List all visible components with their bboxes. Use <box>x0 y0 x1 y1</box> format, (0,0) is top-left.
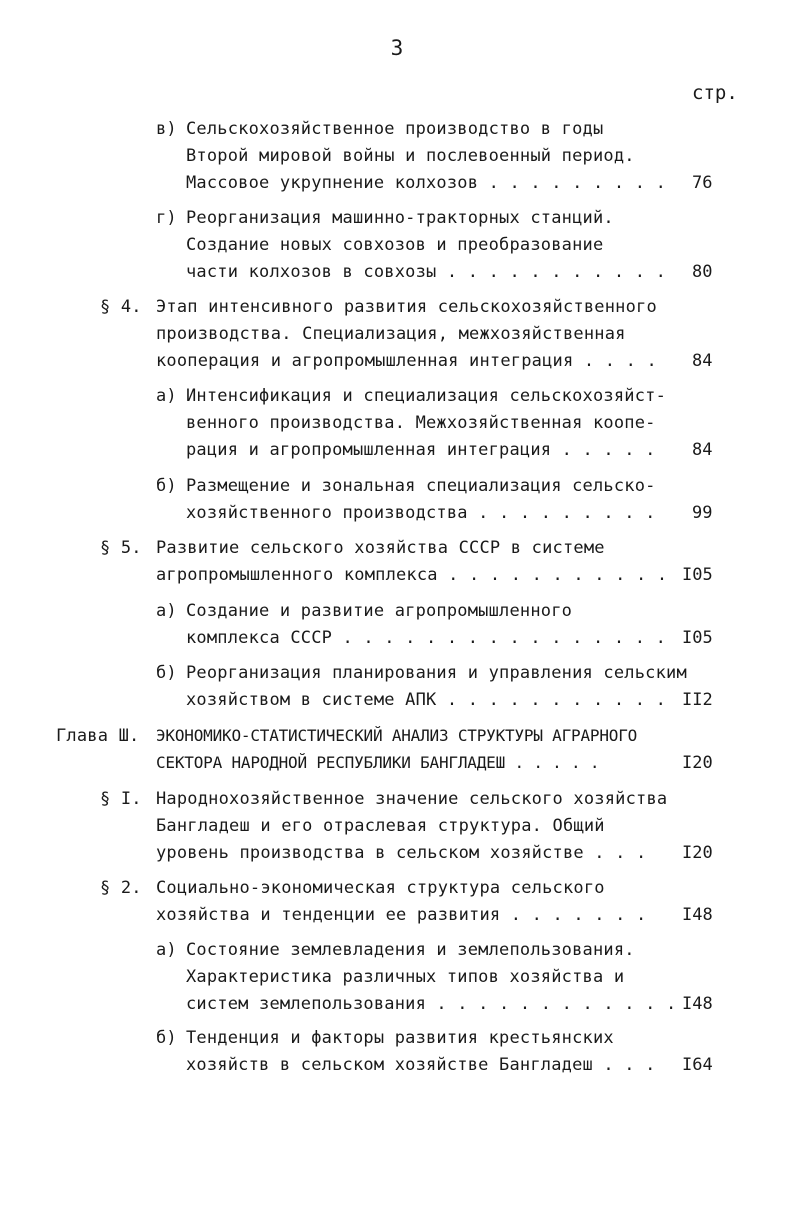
toc-marker: б) <box>156 1028 177 1048</box>
toc-line: венного производства. Межхозяйственная коопе- <box>186 413 656 433</box>
toc-line: Реорганизация планирования и управления сельским <box>186 663 687 683</box>
toc-page-number: I05 <box>682 565 713 585</box>
toc-page-number: I05 <box>682 628 713 648</box>
toc-line: Развитие сельского хозяйства СССР в системе <box>156 538 605 558</box>
toc-page-number: I48 <box>682 994 713 1014</box>
toc-line: Создание новых совхозов и преобразование <box>186 235 604 255</box>
toc-line: Интенсификация и специализация сельскохозяйст- <box>186 386 667 406</box>
toc-line: систем землепользования . . . . . . . . . . . . <box>186 994 677 1014</box>
toc-line: части колхозов в совхозы . . . . . . . . . . . <box>186 262 667 282</box>
toc-marker: § I. <box>100 789 142 809</box>
toc-line: Народнохозяйственное значение сельского хозяйства <box>156 789 668 809</box>
toc-page-number: 80 <box>692 262 713 282</box>
toc-page-number: 84 <box>692 351 713 371</box>
toc-line: Размещение и зональная специализация сельско- <box>186 476 656 496</box>
toc-page-number: 99 <box>692 503 713 523</box>
toc-marker: а) <box>156 386 177 406</box>
toc-line: Характеристика различных типов хозяйства и <box>186 967 625 987</box>
toc-line: Второй мировой войны и послевоенный период. <box>186 146 635 166</box>
toc-page-number: I20 <box>682 753 713 773</box>
toc-line: кооперация и агропромышленная интеграция . . . . <box>156 351 657 371</box>
toc-line: Этап интенсивного развития сельскохозяйственного <box>156 297 657 317</box>
toc-line: Реорганизация машинно-тракторных станций. <box>186 208 614 228</box>
toc-marker: г) <box>156 208 177 228</box>
toc-marker: б) <box>156 476 177 496</box>
toc-line: Массовое укрупнение колхозов . . . . . . . . . <box>186 173 667 193</box>
toc-page-number: I64 <box>682 1055 713 1075</box>
toc-line: Социально-экономическая структура сельского <box>156 878 605 898</box>
toc-line: СЕКТОРА НАРОДНОЙ РЕСПУБЛИКИ БАНГЛАДЕШ . . . . . <box>156 753 600 772</box>
toc-page-number: 76 <box>692 173 713 193</box>
toc-marker: Глава Ш. <box>56 726 140 746</box>
toc-line: хозяйством в системе АПК . . . . . . . . . . . <box>186 690 667 710</box>
toc-line: хозяйства и тенденции ее развития . . . . . . . <box>156 905 647 925</box>
toc-line: комплекса СССР . . . . . . . . . . . . . . . . <box>186 628 667 648</box>
toc-marker: в) <box>156 119 177 139</box>
toc-marker: б) <box>156 663 177 683</box>
page-number: 3 <box>390 36 404 60</box>
toc-line: хозяйственного производства . . . . . . . . . <box>186 503 656 523</box>
toc-marker: а) <box>156 940 177 960</box>
toc-line: агропромышленного комплекса . . . . . . . . . . . <box>156 565 668 585</box>
toc-line: Сельскохозяйственное производство в годы <box>186 119 604 139</box>
toc-line: рация и агропромышленная интеграция . . . . . <box>186 440 656 460</box>
toc-line: хозяйств в сельском хозяйстве Бангладеш . . . <box>186 1055 656 1075</box>
toc-marker: § 2. <box>100 878 142 898</box>
toc-page-number: 84 <box>692 440 713 460</box>
toc-marker: а) <box>156 601 177 621</box>
toc-line: уровень производства в сельском хозяйстве . . . <box>156 843 647 863</box>
toc-page-number: I20 <box>682 843 713 863</box>
toc-page-number: II2 <box>682 690 713 710</box>
toc-line: производства. Специализация, межхозяйственная <box>156 324 626 344</box>
toc-marker: § 4. <box>100 297 142 317</box>
toc-line: ЭКОНОМИКО-СТАТИСТИЧЕСКИЙ АНАЛИЗ СТРУКТУРЫ АГРАРНОГО <box>156 726 638 745</box>
toc-marker: § 5. <box>100 538 142 558</box>
pages-column-header: стр. <box>692 82 738 104</box>
toc-line: Бангладеш и его отраслевая структура. Общий <box>156 816 605 836</box>
toc-line: Состояние землевладения и землепользования. <box>186 940 635 960</box>
toc-line: Тенденция и факторы развития крестьянских <box>186 1028 614 1048</box>
toc-page-number: I48 <box>682 905 713 925</box>
toc-line: Создание и развитие агропромышленного <box>186 601 573 621</box>
